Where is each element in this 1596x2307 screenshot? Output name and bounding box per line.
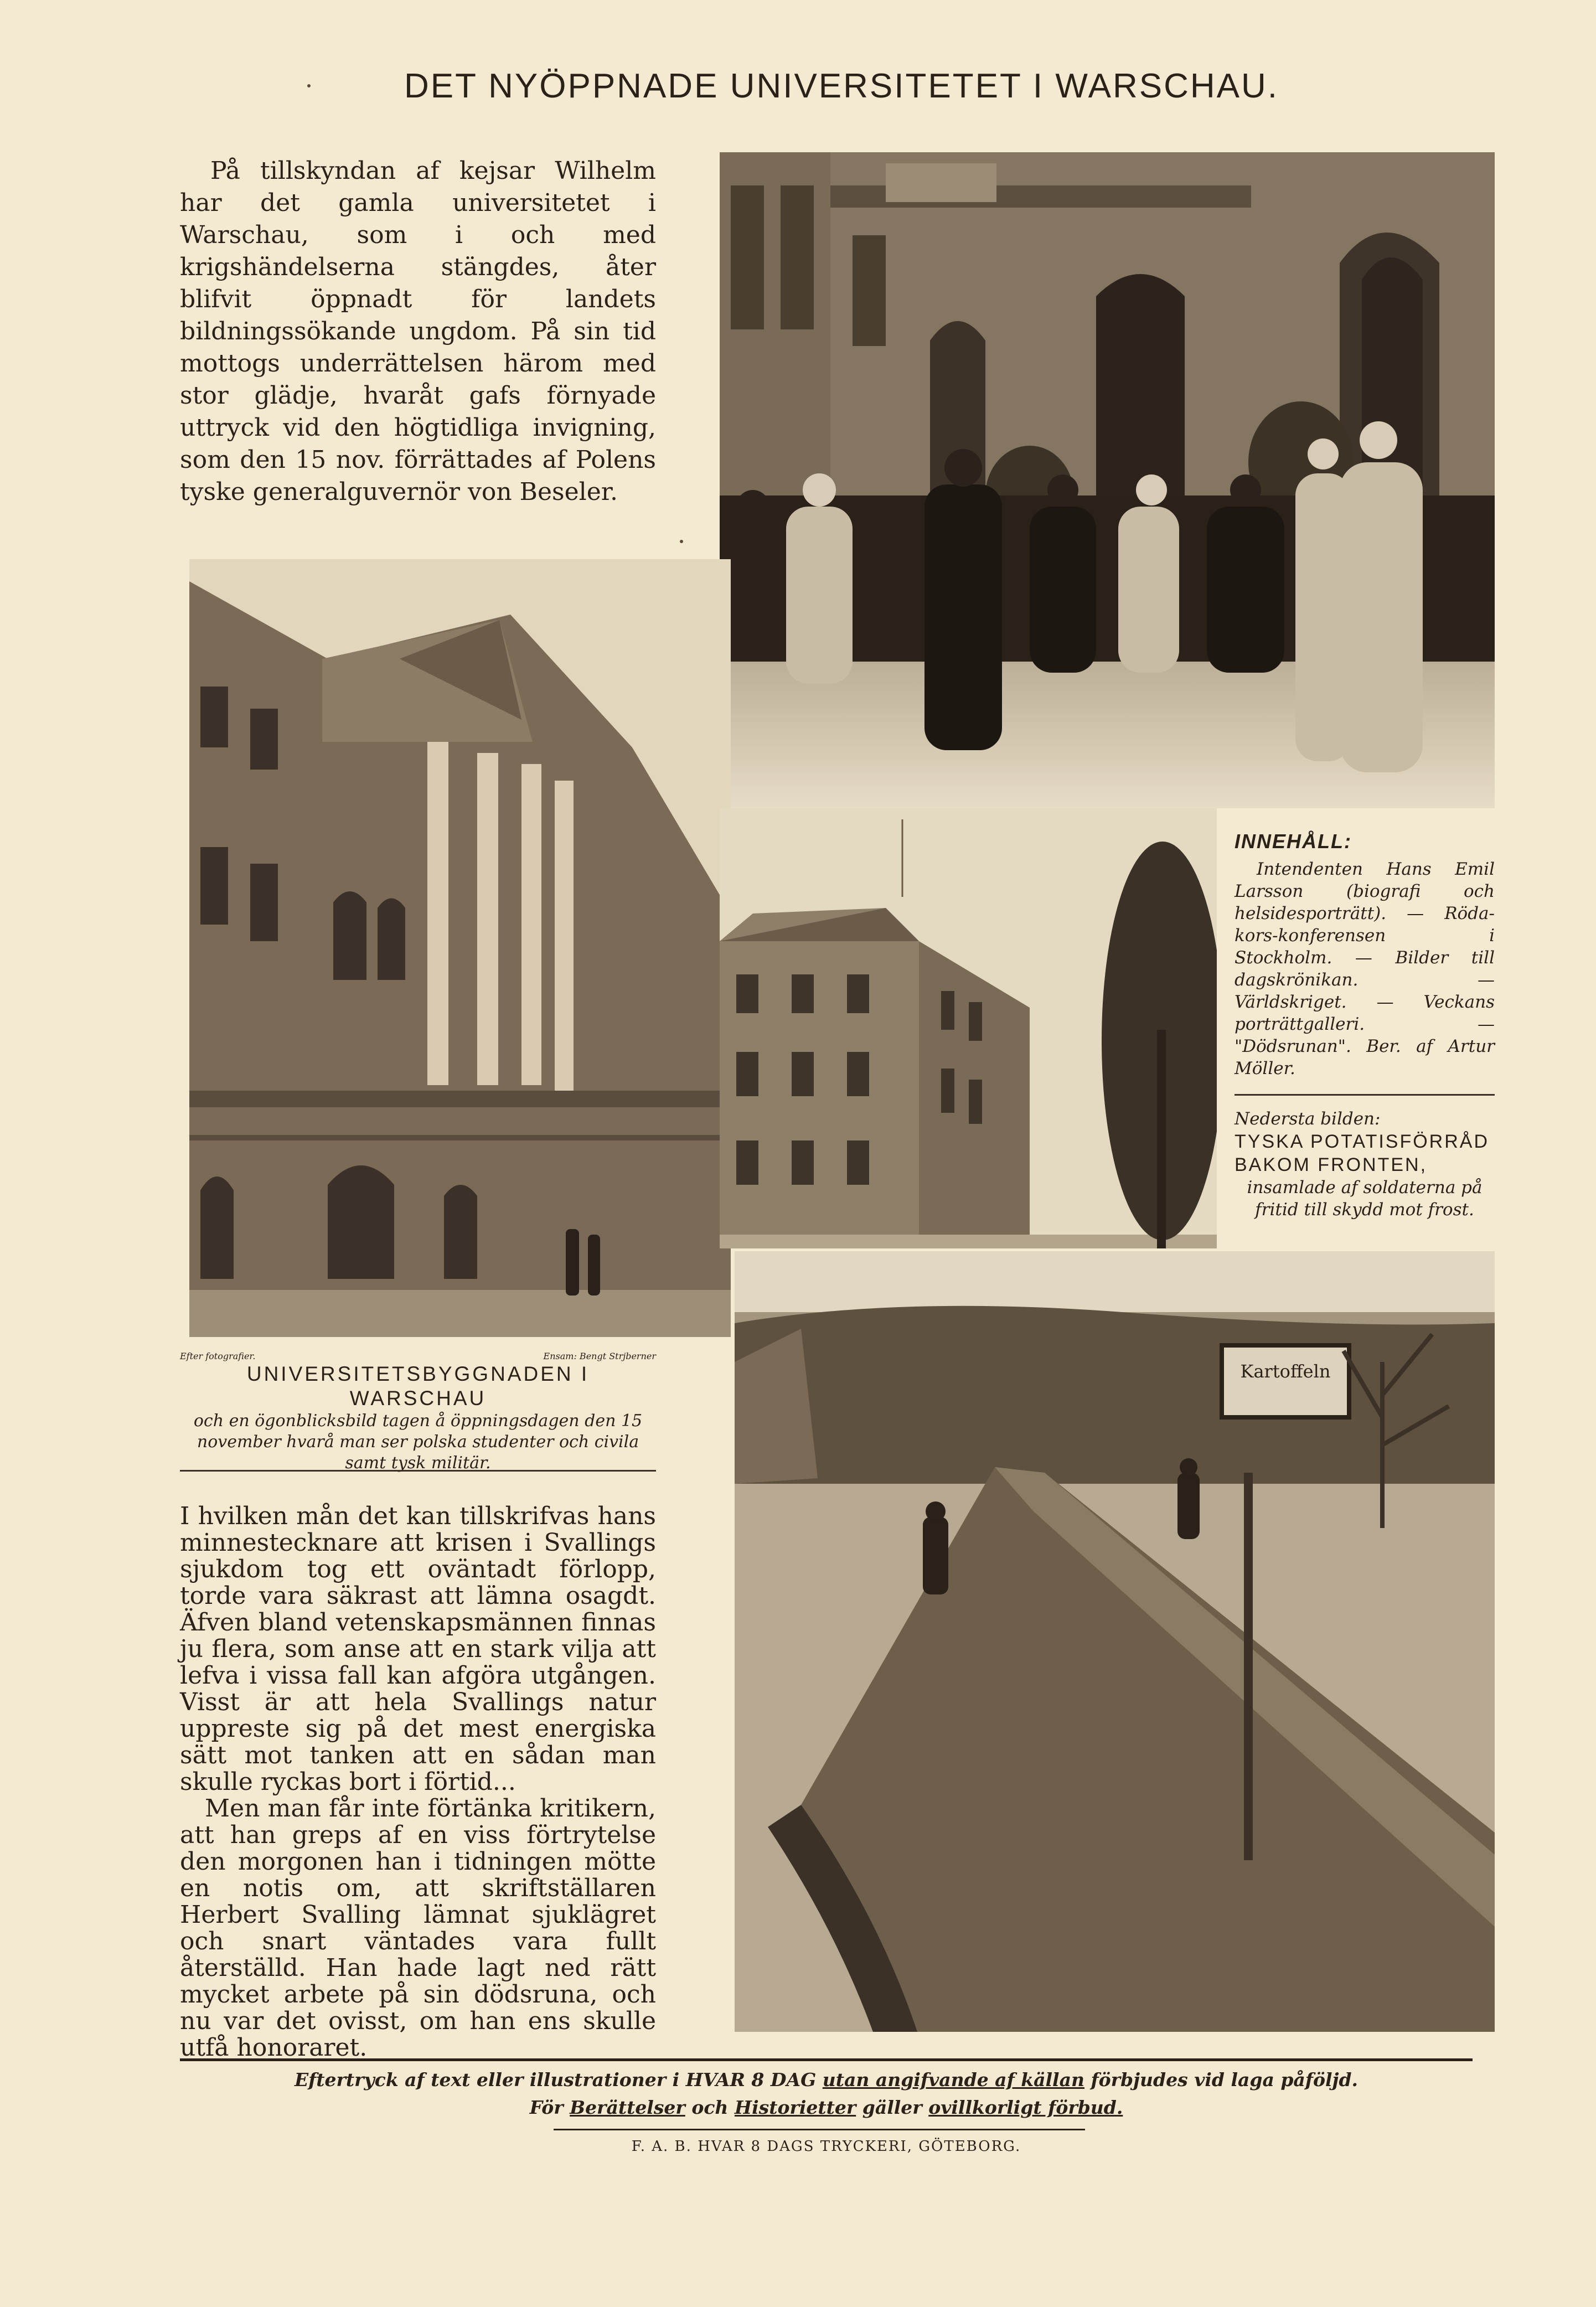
photo-credit-left: Efter fotografier. — [180, 1351, 256, 1361]
story-paragraph: I hvilken mån det kan tillskrifvas hans minnestecknare att krisen i Svallings sjukdom tog ett oväntadt förlopp, torde vara säkrast att lämna osagdt. Äfven bland vetenskapsmännen finnas ju flera, som anse att en stark vilja att lefva i vissa fall kan afgöra utgången. Visst är att hela Svallings natur uppreste sig på det mest energiska sätt mot tanken att en sådan man skulle ryckas bort i förtid... — [180, 1502, 656, 1796]
caption-title: UNIVERSITETSBYGGNADEN I WARSCHAU — [246, 1362, 590, 1410]
story-text — [180, 1503, 656, 2061]
sign-text: Kartoffeln — [1240, 1361, 1331, 1382]
contents-heading: INNEHÅLL: — [1235, 830, 1352, 853]
copyright-text: förbjudes vid laga påföljd. — [1091, 2069, 1359, 2091]
photo-potato-storage — [735, 1251, 1495, 2032]
photo-crowd-at-entrance — [720, 152, 1495, 808]
university-caption — [180, 1351, 656, 1474]
page-headline: DET NYÖPPNADE UNIVERSITETET I WARSCHAU. — [404, 67, 1279, 105]
contents-box — [1235, 830, 1495, 1221]
photo-street-buildings — [720, 808, 1217, 1248]
photo-university-building — [189, 559, 731, 1337]
contents-divider — [1235, 1094, 1495, 1096]
copyright-text-underlined: utan angifvande af källan — [822, 2069, 1084, 2091]
printer-imprint: F. A. B. HVAR 8 DAGS TRYCKERI, GÖTEBORG. — [631, 2138, 1021, 2155]
footer-divider — [180, 2058, 1473, 2061]
intro-paragraph: På tillskyndan af kejsar Wilhelm har det gamla universitetet i Warschau, som i och med krigshändelserna stängdes, åter blifvit öppnadt för landets bildningssökande ungdom. På sin tid mottogs underrättelsen härom med stor glädje, hvaråt gafs förnyade uttryck vid den högtidliga invigning, som den 15 nov. förrättades af Polens tyske generalguvernör von Beseler. — [180, 157, 656, 506]
copyright-text: För — [529, 2097, 564, 2118]
lower-photo-title: TYSKA POTATISFÖRRÅD BAKOM FRONTEN, — [1235, 1131, 1490, 1175]
footer-divider-short — [554, 2129, 1085, 2130]
copyright-text: och — [691, 2097, 729, 2118]
copyright-text-underlined: Berättelser — [570, 2097, 685, 2118]
contents-body: Intendenten Hans Emil Larsson (biografi och helsidesporträtt). — Röda-kors-konferensen i Stockholm. — Bilder till dagskrönikan. — Världskriget. — Veckans porträttgalleri. — "Dödsrunan". Ber. af Artur Möller. — [1235, 859, 1495, 1078]
copyright-notice — [180, 2066, 1473, 2122]
copyright-text-underlined: Historietter — [734, 2097, 856, 2118]
copyright-text-underlined: ovillkorligt förbud. — [928, 2097, 1123, 2118]
copyright-text: Eftertryck af text eller illustrationer i HVAR 8 DAG — [294, 2069, 817, 2091]
lower-photo-text: insamlade af soldaterna på fritid till skydd mot frost. — [1247, 1178, 1483, 1220]
margin-mark — [680, 540, 683, 543]
photo-credit — [180, 1351, 656, 1362]
copyright-line-1 — [180, 2066, 1473, 2094]
photo-credit-right: Ensam: Bengt Strjberner — [543, 1351, 656, 1361]
margin-mark — [307, 84, 311, 87]
copyright-line-2 — [180, 2094, 1473, 2122]
lower-photo-intro: Nedersta bilden: — [1235, 1109, 1381, 1129]
story-paragraph: Men man får inte förtänka kritikern, att han greps af en viss förtrytelse den morgonen han i tidningen mötte en notis om, att skriftställaren Herbert Svalling lämnat sjuklägret och snart väntades vara fullt återställd. Han hade lagt ned rätt mycket arbete på sin dödsruna, och nu var det ovisst, om han ens skulle utfå honoraret. — [180, 1794, 656, 2062]
caption-divider — [180, 1470, 656, 1472]
copyright-text: gäller — [862, 2097, 922, 2118]
caption-body: och en ögonblicksbild tagen å öppningsdagen den 15 november hvarå man ser polska studenter och civila samt tysk militär. — [193, 1411, 643, 1473]
